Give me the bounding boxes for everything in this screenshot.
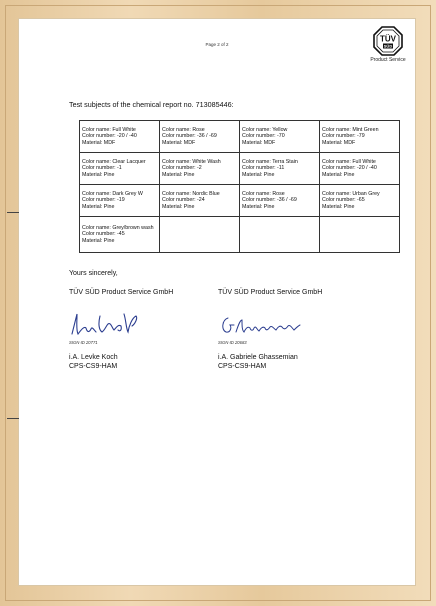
signer-block-right: [218, 353, 298, 371]
table-cell-empty: [160, 217, 240, 253]
logo-label: Product Service: [370, 57, 406, 63]
table-cell-empty: [240, 217, 320, 253]
svg-text:TÜV: TÜV: [380, 34, 396, 44]
handwritten-signature-right: [218, 308, 308, 340]
punch-mark: [7, 418, 19, 419]
signer-department: CPS-CS9-HAM: [218, 363, 267, 370]
svg-text:SÜD: SÜD: [383, 43, 393, 49]
table-cell: Color name: Nordic Blue Color number: -24 Material: Pine: [160, 185, 240, 217]
test-subjects-table: [79, 120, 400, 253]
table-cell: Color name: Grey/brown wash Color number: -45 Material: Pine: [80, 217, 160, 253]
fold-mark: [7, 212, 19, 213]
company-name-right: TÜV SÜD Product Service GmbH: [218, 289, 323, 296]
closing-line: Yours sincerely,: [69, 270, 118, 277]
sign-id-left: SIGN-ID 20771: [69, 340, 98, 345]
table-cell: Color name: Clear Lacquer Color number: -1 Material: Pine: [80, 153, 160, 185]
handwritten-signature-left: [68, 308, 148, 340]
document-page: [18, 18, 416, 586]
table-row: [80, 217, 400, 253]
sign-id-right: SIGN-ID 20683: [218, 340, 247, 345]
table-cell: Color name: Rose Color number: -36 / -69 Material: MDF: [160, 121, 240, 153]
table-cell: Color name: Rose Color number: -36 / -69 Material: Pine: [240, 185, 320, 217]
table-cell: Color name: Urban Grey Color number: -65 Material: Pine: [320, 185, 400, 217]
table-row: [80, 121, 400, 153]
table-row: [80, 185, 400, 217]
table-cell: Color name: Full White Color number: -20 / -40 Material: MDF: [80, 121, 160, 153]
signer-name: i.A. Levke Koch: [69, 354, 118, 361]
tuv-octagon-icon: [373, 26, 403, 56]
signer-department: CPS-CS9-HAM: [69, 363, 118, 370]
signer-block-left: [69, 353, 118, 371]
table-cell: Color name: White Wash Color number: -2 Material: Pine: [160, 153, 240, 185]
page-number: Page 2 of 2: [205, 42, 229, 47]
table-cell: Color name: Yellow Color number: -70 Material: MDF: [240, 121, 320, 153]
table-cell: Color name: Mint Green Color number: -79 Material: MDF: [320, 121, 400, 153]
test-subjects-heading: Test subjects of the chemical report no. 713085446:: [69, 100, 234, 109]
table-row: [80, 153, 400, 185]
company-name-left: TÜV SÜD Product Service GmbH: [69, 289, 174, 296]
signer-name: i.A. Gabriele Ghassemian: [218, 354, 298, 361]
table-cell: Color name: Terra Stain Color number: -11 Material: Pine: [240, 153, 320, 185]
table-cell: Color name: Full White Color number: -20 / -40 Material: Pine: [320, 153, 400, 185]
table-cell: Color name: Dark Grey W Color number: -19 Material: Pine: [80, 185, 160, 217]
tuv-sud-logo: [366, 26, 410, 63]
table-cell-empty: [320, 217, 400, 253]
